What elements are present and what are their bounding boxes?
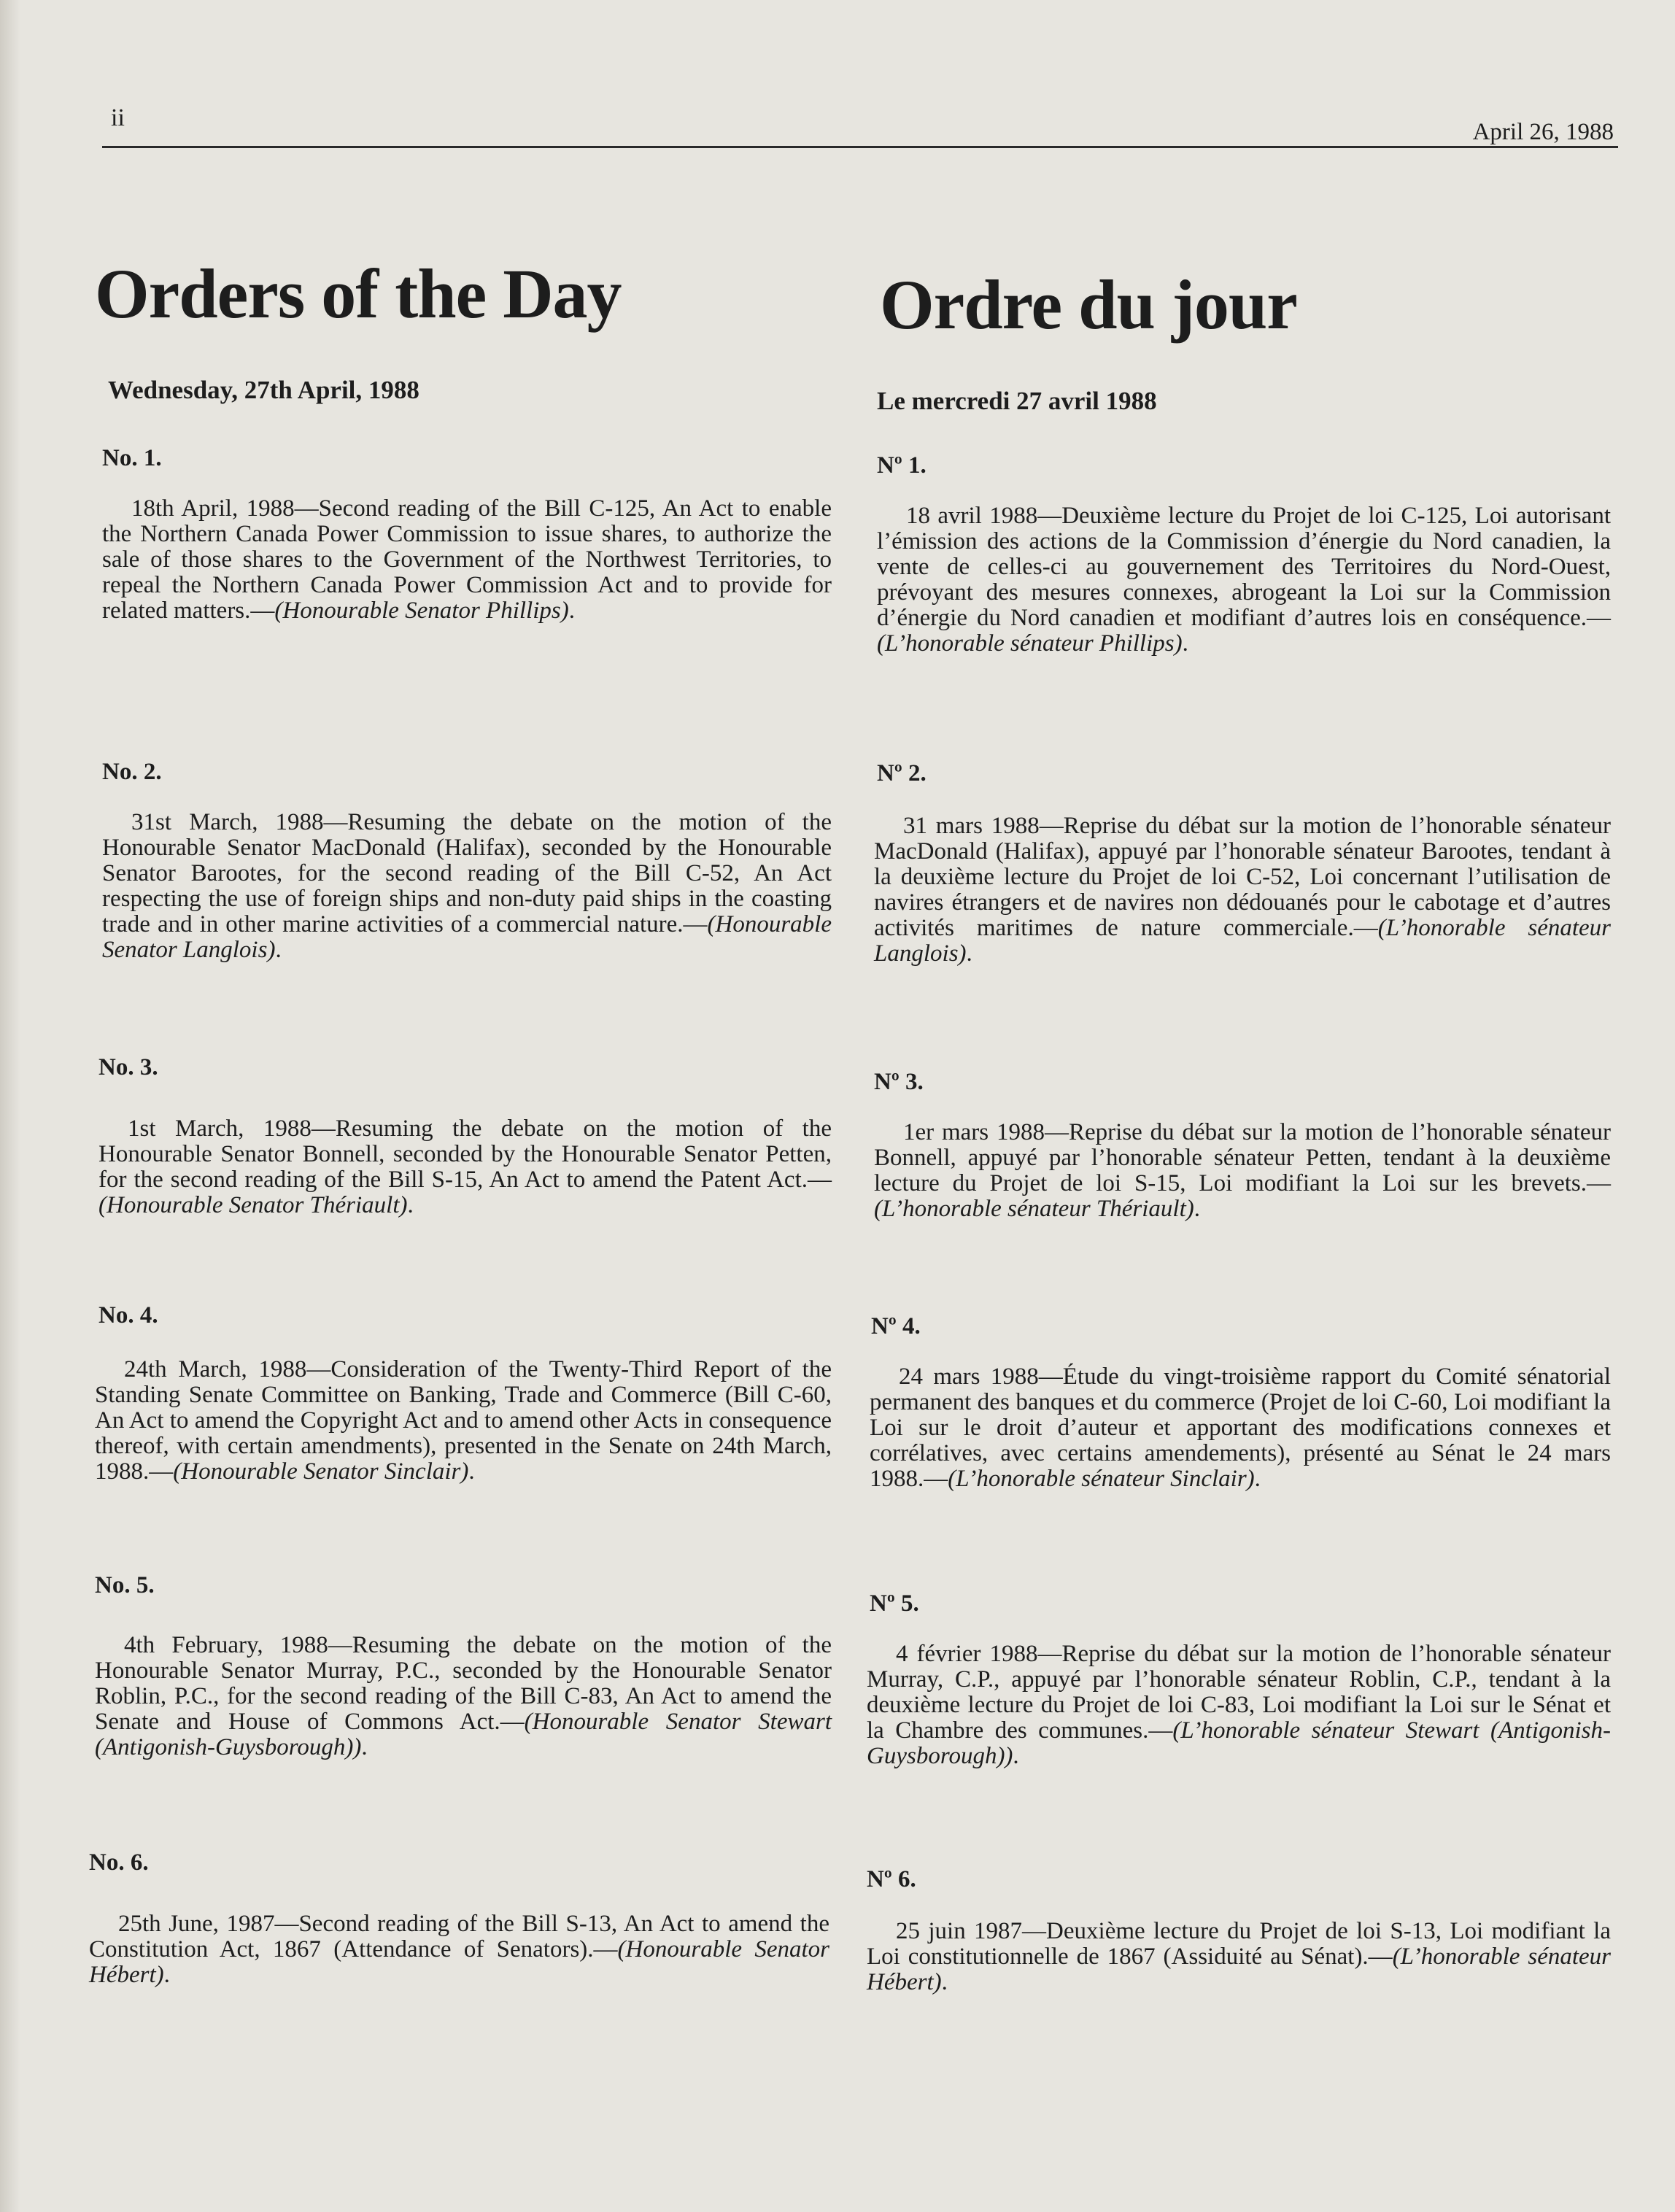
english-item-number: No. 4. xyxy=(98,1302,158,1329)
french-item-number: Nº 5. xyxy=(870,1590,919,1617)
french-item-number: Nº 6. xyxy=(867,1866,916,1892)
french-item-text: 18 avril 1988—Deuxième lecture du Projet de loi C-125, Loi autorisant l’émission des actions de la Commission d’énergie du Nord canadien, la vente de celles-ci au gouvernement des Territoires du Nord-Ouest, prévoyant des mesures connexes, abrogeant la Loi sur la Commission d’énergie du Nord canadien et modifiant d’autres lois en conséquence.—(L’honorable sénateur Phillips). xyxy=(877,503,1611,657)
english-item-text: 4th February, 1988—Resuming the debate on the motion of the Honourable Senator Murray, P.C., seconded by the Honourable Senator Roblin, P.C., for the second reading of the Bill C-83, An Act to amend the Senate and House of Commons Act.—(Honourable Senator Stewart (Antigonish-Guysborough)). xyxy=(95,1632,832,1760)
french-column xyxy=(859,266,1615,1995)
french-item-number: Nº 3. xyxy=(874,1069,924,1095)
french-item-text: 24 mars 1988—Étude du vingt-troisième rapport du Comité sénatorial permanent des banques et du commerce (Projet de loi C-60, Loi modifiant la Loi sur le droit d’auteur et apportant des modifications connexes et corrélatives, avec certains amendements), présenté au Sénat le 24 mars 1988.—(L’honorable sénateur Sinclair). xyxy=(870,1364,1611,1492)
english-item-text: 24th March, 1988—Consideration of the Twenty-Third Report of the Standing Senate Committee on Banking, Trade and Commerce (Bill C-60, An Act to amend the Copyright Act and to amend other Acts in consequence thereof, with certain amendments), presented in the Senate on 24th March, 1988.—(Honourable Senator Sinclair). xyxy=(95,1356,832,1485)
page-header xyxy=(102,98,1618,150)
english-item-text: 25th June, 1987—Second reading of the Bill S-13, An Act to amend the Constitution Act, 1867 (Attendance of Senators).—(Honourable Senator Hébert). xyxy=(89,1911,829,1988)
header-date: April 26, 1988 xyxy=(1472,119,1614,145)
english-item-number: No. 6. xyxy=(89,1849,149,1876)
french-date-line: Le mercredi 27 avril 1988 xyxy=(877,387,1157,415)
french-item-number: Nº 4. xyxy=(871,1313,921,1339)
french-item-text: 31 mars 1988—Reprise du débat sur la motion de l’honorable sénateur MacDonald (Halifax), appuyé par l’honorable sénateur Barootes, tendant à la deuxième lecture du Projet de loi C-52, Loi concernant l’utilisation de navires étrangers et de navires non dédouanés pour le cabotage et d’autres activités maritimes de nature commerciale.—(L’honorable sénateur Langlois). xyxy=(874,813,1611,967)
french-item-text: 25 juin 1987—Deuxième lecture du Projet de loi S-13, Loi modifiant la Loi constitutionnelle de 1867 (Assiduité au Sénat).—(L’honorable sénateur Hébert). xyxy=(867,1918,1611,1995)
english-item-text: 18th April, 1988—Second reading of the Bill C-125, An Act to enable the Northern Canada Power Commission to issue shares, to authorize the sale of those shares to the Government of the Northwest Territories, to repeal the Northern Canada Power Commission Act and to provide for related matters.—(Honourable Senator Phillips). xyxy=(102,495,832,624)
french-item-text: 1er mars 1988—Reprise du débat sur la motion de l’honorable sénateur Bonnell, appuyé par l’honorable sénateur Petten, tendant à la deuxième lecture du Projet de loi S-15, Loi modifiant la Loi sur les brevets.—(L’honorable sénateur Thériault). xyxy=(874,1119,1611,1222)
english-date-line: Wednesday, 27th April, 1988 xyxy=(108,376,419,404)
binding-shadow xyxy=(0,0,20,2212)
french-title: Ordre du jour xyxy=(880,266,1297,344)
english-title: Orders of the Day xyxy=(95,255,622,333)
header-rule xyxy=(102,146,1618,148)
english-item-number: No. 5. xyxy=(95,1572,155,1598)
english-item-number: No. 3. xyxy=(98,1054,158,1080)
french-item-number: Nº 1. xyxy=(877,452,927,479)
page-number: ii xyxy=(111,104,125,131)
english-item-text: 1st March, 1988—Resuming the debate on the motion of the Honourable Senator Bonnell, seconded by the Honourable Senator Petten, for the second reading of the Bill S-15, An Act to amend the Patent Act.—(Honourable Senator Thériault). xyxy=(98,1115,832,1218)
english-item-number: No. 1. xyxy=(102,445,162,471)
english-item-text: 31st March, 1988—Resuming the debate on the motion of the Honourable Senator MacDonald (Halifax), seconded by the Honourable Senator Barootes, for the second reading of the Bill C-52, An Act respecting the use of foreign ships and non-duty paid ships in the coasting trade and in other marine activities of a commercial nature.—(Honourable Senator Langlois). xyxy=(102,809,832,963)
french-item-text: 4 février 1988—Reprise du débat sur la motion de l’honorable sénateur Murray, C.P., appuyé par l’honorable sénateur Roblin, C.P., tendant à la deuxième lecture du Projet de loi C-83, Loi modifiant la Loi sur le Sénat et la Chambre des communes.—(L’honorable sénateur Stewart (Antigonish-Guysborough)). xyxy=(867,1641,1611,1769)
french-item-number: Nº 2. xyxy=(877,760,927,786)
english-column xyxy=(89,255,838,1988)
english-item-number: No. 2. xyxy=(102,759,162,785)
